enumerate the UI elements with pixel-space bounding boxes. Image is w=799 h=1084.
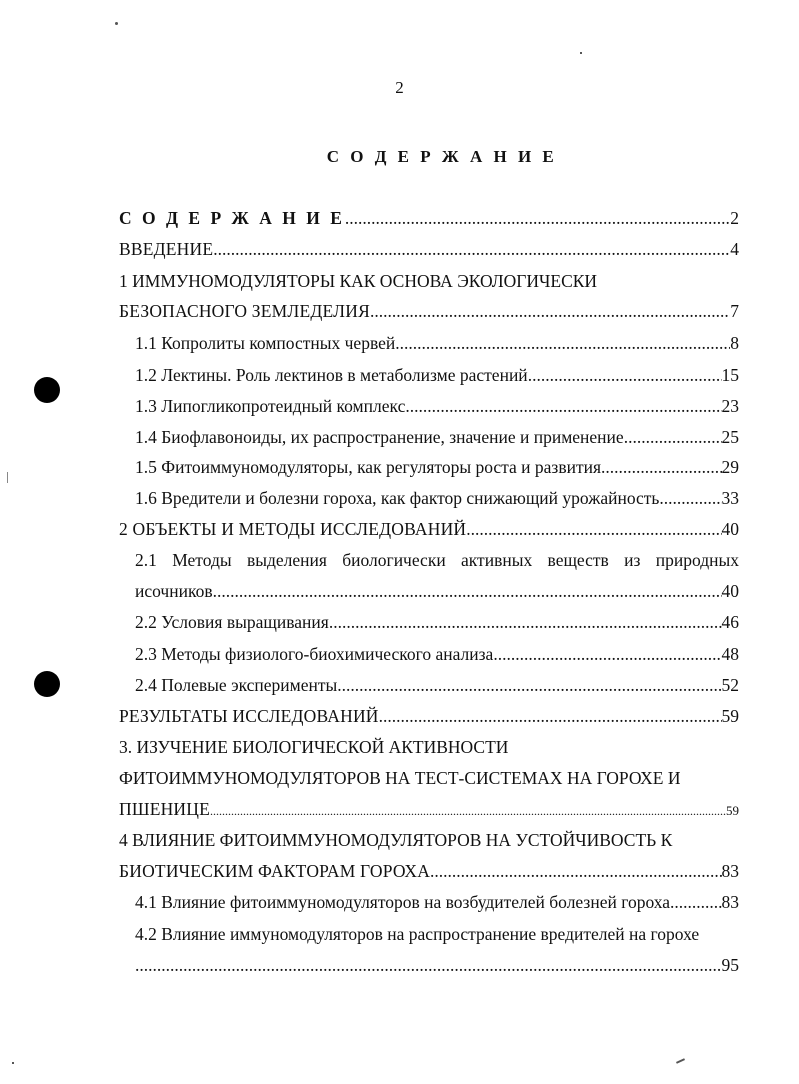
toc-entry-chapter-4[interactable]: [119, 860, 739, 882]
toc-entry-label: 1.6 Вредители и болезни гороха, как фактор снижающий урожайность: [135, 488, 660, 508]
dot-leader: [370, 300, 730, 322]
toc-entry-2-3[interactable]: [135, 643, 739, 665]
toc-entry-page: 83: [721, 892, 739, 912]
toc-entry-page: 40: [721, 581, 739, 601]
punch-hole-top: [34, 377, 60, 403]
toc-entry-page: 15: [721, 365, 739, 385]
dot-leader: [430, 860, 721, 882]
scan-speck: [580, 52, 582, 54]
toc-entry-results[interactable]: [119, 705, 739, 727]
toc-entry-introduction[interactable]: [119, 238, 739, 260]
dot-leader: [210, 800, 726, 822]
toc-entry-page: 59: [726, 803, 739, 818]
toc-entry-2-1-line1[interactable]: 2.1 Методы выделения биологически активных веществ из природных: [135, 550, 739, 570]
toc-entry-page: 83: [721, 861, 739, 881]
toc-entry-label: 1.2 Лектины. Роль лектинов в метаболизме растений: [135, 365, 528, 385]
scan-speck: [676, 1058, 685, 1064]
scan-speck: [115, 22, 118, 25]
dot-leader: [528, 364, 722, 386]
toc-entry-1-5[interactable]: [135, 456, 739, 478]
scan-mark-left: [7, 472, 8, 483]
toc-entry-1-6[interactable]: [135, 487, 739, 509]
dot-leader: [605, 456, 721, 478]
toc-entry-page: 4: [730, 239, 739, 259]
toc-entry-label: 1.4 Биофлавоноиды, их распространение, значение и применение: [135, 427, 624, 447]
toc-entry-label: РЕЗУЛЬТАТЫ ИССЛЕДОВАНИЙ: [119, 706, 379, 726]
toc-entry-page: 95: [721, 955, 739, 975]
toc-entry-page: 48: [721, 644, 739, 664]
toc-entry-1-4[interactable]: [135, 426, 739, 448]
toc-entry-1-1[interactable]: [135, 332, 739, 354]
toc-entry-label: 4.1 Влияние фитоиммуномодуляторов на возбудителей болезней гороха: [135, 892, 671, 912]
toc-entry-label: 1.3 Липогликопротеидный комплекс: [135, 396, 406, 416]
toc-entry-2-1[interactable]: [135, 580, 739, 602]
toc-entry-4-2[interactable]: [135, 954, 739, 976]
toc-entry-page: 40: [721, 519, 739, 539]
toc-entry-page: 29: [721, 457, 739, 477]
dot-leader: [135, 954, 722, 976]
toc-entry-chapter-3-line2[interactable]: ФИТОИММУНОМОДУЛЯТОРОВ НА ТЕСТ-СИСТЕМАХ НА ГОРОХЕ И: [119, 768, 681, 788]
toc-entry-label: БИОТИЧЕСКИМ ФАКТОРАМ ГОРОХА: [119, 861, 431, 881]
dot-leader: [213, 238, 730, 260]
toc-entry-chapter-2[interactable]: [119, 518, 739, 540]
toc-entry-page: 23: [721, 396, 739, 416]
dot-leader: [405, 395, 721, 417]
toc-entry-page: 46: [721, 612, 739, 632]
page-number: 2: [395, 78, 404, 97]
dot-leader: [659, 487, 721, 509]
toc-entry-label: 1.5 Фитоиммуномодуляторы, как регуляторы роста и развития.: [135, 457, 606, 477]
toc-entry-2-2[interactable]: [135, 611, 739, 633]
toc-entry-label: БЕЗОПАСНОГО ЗЕМЛЕДЕЛИЯ: [119, 301, 370, 321]
toc-entry-4-2-line1[interactable]: 4.2 Влияние иммуномодуляторов на распространение вредителей на горохе: [135, 924, 700, 944]
toc-entry-chapter-4-line1[interactable]: 4 ВЛИЯНИЕ ФИТОИММУНОМОДУЛЯТОРОВ НА УСТОЙЧИВОСТЬ К: [119, 830, 673, 850]
dot-leader: [395, 332, 730, 354]
toc-title: С О Д Е Р Ж А Н И Е: [326, 147, 558, 166]
toc-entry-label: С О Д Е Р Ж А Н И Е: [119, 208, 345, 228]
dot-leader: [329, 611, 722, 633]
toc-entry-page: 25: [721, 427, 739, 447]
toc-entry-page: 59: [721, 706, 739, 726]
toc-entry-chapter-1-line1[interactable]: 1 ИММУНОМОДУЛЯТОРЫ КАК ОСНОВА ЭКОЛОГИЧЕСКИ: [119, 271, 598, 291]
toc-entry-label: ПШЕНИЦЕ: [119, 799, 210, 819]
dot-leader: [670, 891, 721, 913]
dot-leader: [466, 518, 721, 540]
toc-entry-chapter-1[interactable]: [119, 300, 739, 322]
dot-leader: [379, 705, 722, 727]
toc-entry-4-1[interactable]: [135, 891, 739, 913]
dot-leader: [493, 643, 721, 665]
toc-entry-1-3[interactable]: [135, 395, 739, 417]
toc-entry-label: 2.4 Полевые эксперименты: [135, 675, 338, 695]
toc-entry-label: ВВЕДЕНИЕ: [119, 239, 214, 259]
dot-leader: [624, 426, 722, 448]
dot-leader: [213, 580, 722, 602]
scan-speck: [12, 1062, 14, 1064]
toc-entry-page: 8: [730, 333, 739, 353]
toc-entry-chapter-3[interactable]: [119, 798, 739, 822]
toc-entry-page: 33: [721, 488, 739, 508]
toc-entry-page: 7: [730, 301, 739, 321]
toc-entry-label: 2 ОБЪЕКТЫ И МЕТОДЫ ИССЛЕДОВАНИЙ: [119, 519, 467, 539]
toc-entry-2-4[interactable]: [135, 674, 739, 696]
toc-entry-label: исочников: [135, 581, 213, 601]
toc-entry-contents[interactable]: [119, 207, 739, 229]
punch-hole-bottom: [34, 671, 60, 697]
toc-entry-label: 2.3 Методы физиолого-биохимического анализа: [135, 644, 494, 664]
dot-leader: [345, 207, 730, 229]
toc-entry-label: 2.2 Условия выращивания: [135, 612, 329, 632]
toc-entry-chapter-3-line1[interactable]: 3. ИЗУЧЕНИЕ БИОЛОГИЧЕСКОЙ АКТИВНОСТИ: [119, 737, 509, 757]
toc-entry-page: 2: [730, 208, 739, 228]
dot-leader: [337, 674, 721, 696]
toc-entry-label: 1.1 Копролиты компостных червей: [135, 333, 396, 353]
toc-entry-1-2[interactable]: [135, 364, 739, 386]
toc-entry-page: 52: [721, 675, 739, 695]
